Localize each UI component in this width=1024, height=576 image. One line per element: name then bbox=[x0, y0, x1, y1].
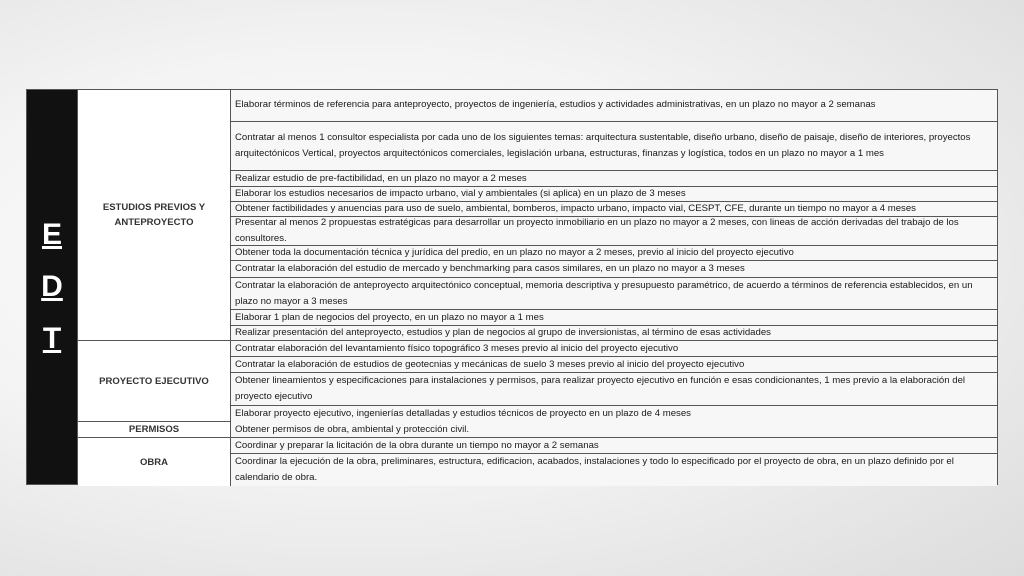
task-list bbox=[231, 341, 997, 421]
task-row: Contratar la elaboración de anteproyecto arquitectónico conceptual, memoria descriptiva y presupuesto paramétrico, de acuerdo a términos de referencia establecidos, en un plazo no mayor a 3 meses bbox=[231, 278, 997, 310]
phase-label: OBRA bbox=[78, 438, 231, 486]
phase-label: PROYECTO EJECUTIVO bbox=[78, 341, 231, 421]
task-row: Presentar al menos 2 propuestas estratégicas para desarrollar un proyecto inmobiliario en un plazo no mayor a 2 meses, con lineas de acción derivadas del trabajo de los consultores. bbox=[231, 217, 997, 246]
section-proyecto-ejecutivo bbox=[78, 341, 997, 422]
task-row: Obtener toda la documentación técnica y jurídica del predio, en un plazo no mayor a 2 meses, previo al inicio del proyecto ejecutivo bbox=[231, 246, 997, 261]
section-permisos bbox=[78, 422, 997, 438]
edt-letter: D bbox=[41, 270, 63, 303]
phase-label: PERMISOS bbox=[78, 422, 231, 437]
task-row: Elaborar 1 plan de negocios del proyecto, en un plazo no mayor a 1 mes bbox=[231, 310, 997, 326]
edt-content bbox=[78, 90, 997, 484]
task-row: Elaborar los estudios necesarios de impacto urbano, vial y ambientales (si aplica) en un plazo de 3 meses bbox=[231, 187, 997, 202]
edt-label-column bbox=[27, 90, 78, 484]
task-row: Contratar la elaboración del estudio de mercado y benchmarking para casos similares, en un plazo no mayor a 3 meses bbox=[231, 261, 997, 278]
task-row: Realizar estudio de pre-factibilidad, en un plazo no mayor a 2 meses bbox=[231, 171, 997, 187]
section-obra bbox=[78, 438, 997, 486]
task-list bbox=[231, 90, 997, 340]
task-row: Obtener factibilidades y anuencias para uso de suelo, ambiental, bomberos, impacto urbano, impacto vial, CESPT, CFE, durante un tiempo no mayor a 4 meses bbox=[231, 202, 997, 217]
edt-letter: T bbox=[42, 322, 62, 355]
task-row: Coordinar y preparar la licitación de la obra durante un tiempo no mayor a 2 semanas bbox=[231, 438, 997, 454]
section-estudios-previos bbox=[78, 90, 997, 341]
edt-table bbox=[26, 89, 998, 485]
task-row: Contratar la elaboración de estudios de geotecnias y mecánicas de suelo 3 meses previo al inicio del proyecto ejecutivo bbox=[231, 357, 997, 373]
task-list bbox=[231, 422, 997, 437]
task-row: Contratar al menos 1 consultor especialista por cada uno de los siguientes temas: arquitectura sustentable, diseño urbano, diseño de paisaje, diseño de interiores, proyectos arquitectónicos Vertical, proyectos arquitectónicos comerciales, legislación urbana, estructuras, finanzas y logística, todos en un plazo no mayor a 1 mes bbox=[231, 122, 997, 171]
task-row: Coordinar la ejecución de la obra, preliminares, estructura, edificacion, acabados, instalaciones y todo lo especificado por el proyecto de obra, en un plazo definido por el calendario de obra. bbox=[231, 454, 997, 486]
task-row: Obtener permisos de obra, ambiental y protección civil. bbox=[231, 422, 997, 437]
task-row: Elaborar términos de referencia para anteproyecto, proyectos de ingeniería, estudios y actividades administrativas, en un plazo no mayor a 2 semanas bbox=[231, 90, 997, 122]
edt-letter: E bbox=[41, 218, 62, 251]
task-row: Elaborar proyecto ejecutivo, ingenierías detalladas y estudios técnicos de proyecto en un plazo de 4 meses bbox=[231, 406, 997, 422]
task-list bbox=[231, 438, 997, 486]
task-row: Contratar elaboración del levantamiento físico topográfico 3 meses previo al inicio del proyecto ejecutivo bbox=[231, 341, 997, 357]
task-row: Obtener lineamientos y especificaciones para instalaciones y permisos, para realizar proyecto ejecutivo en función e esas condicionantes, 1 mes previo a la elaboración del proyecto ejecutivo bbox=[231, 373, 997, 406]
task-row: Realizar presentación del anteproyecto, estudios y plan de negocios al grupo de inversionistas, al término de esas actividades bbox=[231, 326, 997, 340]
phase-label: ESTUDIOS PREVIOS Y ANTEPROYECTO bbox=[78, 90, 231, 340]
